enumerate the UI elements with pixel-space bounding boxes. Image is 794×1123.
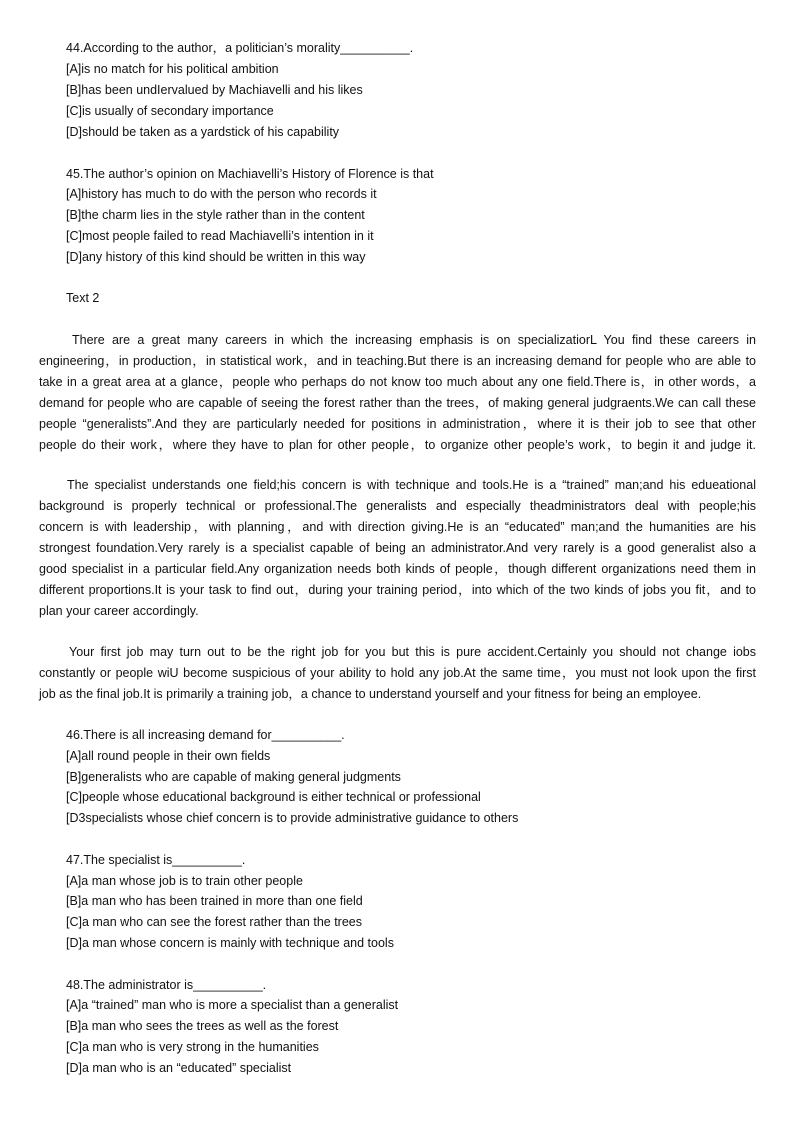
option-c: [C]people whose educational background is either technical or professional bbox=[66, 790, 481, 804]
option-a: [A]is no match for his political ambition bbox=[66, 62, 279, 76]
question-stem: 45.The author’s opinion on Machiavelli’s History of Florence is that bbox=[66, 167, 434, 181]
paragraph-line: Your first job may turn out to be the right job for you but this is pure accident.Certainly you should not change iobs bbox=[69, 645, 756, 659]
paragraph-line: job as the final job.It is primarily a training job，a chance to understand yourself and your fitness for being an employee. bbox=[39, 687, 702, 701]
option-a: [A]history has much to do with the person who records it bbox=[66, 187, 377, 201]
option-c: [C]is usually of secondary importance bbox=[66, 104, 274, 118]
question-stem: 47.The specialist is__________. bbox=[66, 853, 246, 867]
option-a: [A]all round people in their own fields bbox=[66, 749, 271, 763]
option-d: [D]should be taken as a yardstick of his capability bbox=[66, 125, 340, 139]
option-a: [A]a “trained” man who is more a specialist than a generalist bbox=[66, 998, 399, 1012]
paragraph-line: constantly or people wiU become suspicious of your ability to hold any job.At the same time，you must not look upon the first bbox=[39, 666, 756, 680]
paragraph-line: different proportions.It is your task to find out，during your training period，into which of the two kinds of jobs you fit，and to bbox=[39, 583, 756, 597]
paragraph-line: demand for people who are capable of seeing the forest rather than the trees，of making general judgraents.We can call these bbox=[39, 396, 756, 410]
paragraph-line: strongest foundation.Very rarely is a specialist capable of being an administrator.And very rarely is a good generalist also a bbox=[39, 541, 756, 555]
question-stem: 46.There is all increasing demand for__________. bbox=[66, 728, 345, 742]
option-c: [C]most people failed to read Machiavelli’s intention in it bbox=[66, 229, 374, 243]
option-a: [A]a man whose job is to train other people bbox=[66, 874, 303, 888]
paragraph-line: plan your career accordingly. bbox=[39, 604, 199, 618]
option-c: [C]a man who is very strong in the humanities bbox=[66, 1040, 319, 1054]
paragraph-line: people do their work，where they have to plan for other people，to organize other people’s work，to begin it and judge it. bbox=[39, 438, 756, 452]
option-b: [B]a man who has been trained in more than one field bbox=[66, 894, 363, 908]
paragraph-line: good specialist in a particular field.Any organization needs both kinds of people，though different organizations need them in bbox=[39, 562, 756, 576]
paragraph-line: engineering，in production，in statistical work，and in teaching.But there is an increasing demand for people who are able to bbox=[39, 354, 756, 368]
option-d: [D]a man who is an “educated” specialist bbox=[66, 1061, 292, 1075]
paragraph-line: There are a great many careers in which the increasing emphasis is on specializatiorL You find these careers in bbox=[72, 333, 756, 347]
option-d: [D]a man whose concern is mainly with technique and tools bbox=[66, 936, 394, 950]
question-stem: 48.The administrator is__________. bbox=[66, 978, 267, 992]
option-b: [B]the charm lies in the style rather than in the content bbox=[66, 208, 365, 222]
option-c: [C]a man who can see the forest rather than the trees bbox=[66, 915, 362, 929]
option-d: [D3specialists whose chief concern is to provide administrative guidance to others bbox=[66, 811, 519, 825]
paragraph-line: people “generalists”.And they are particularly needed for positions in administration，where it is their job to see that other bbox=[39, 417, 756, 431]
paragraph-line: take in a great area at a glance，people who perhaps do not know too much about any one field.There is，in other words，a bbox=[39, 375, 756, 389]
paragraph-line: background is properly technical or professional.The generalists and especially theadministrators deal with people;his bbox=[39, 499, 756, 513]
section-heading: Text 2 bbox=[66, 291, 100, 305]
option-b: [B]has been undIervalued by Machiavelli and his likes bbox=[66, 83, 363, 97]
paragraph-line: The specialist understands one field;his concern is with technique and tools.He is a “trained” man;and his edueational bbox=[67, 478, 756, 492]
option-d: [D]any history of this kind should be written in this way bbox=[66, 250, 366, 264]
option-b: [B]a man who sees the trees as well as the forest bbox=[66, 1019, 339, 1033]
option-b: [B]generalists who are capable of making general judgments bbox=[66, 770, 401, 784]
paragraph-line: concern is with leadership，with planning，and with direction giving.He is an “educated” man;and the humanities are his bbox=[39, 520, 756, 534]
question-stem: 44.According to the author，a politician’s morality__________. bbox=[66, 41, 414, 55]
